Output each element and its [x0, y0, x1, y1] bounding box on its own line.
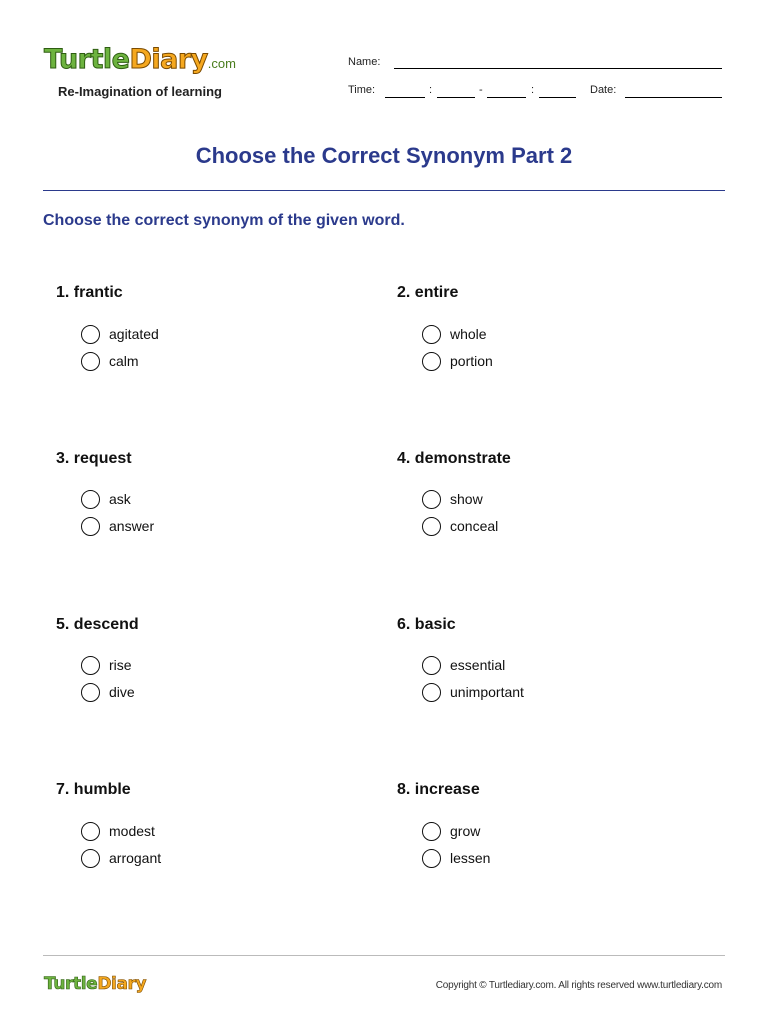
copyright-text: Copyright © Turtlediary.com. All rights reserved www.turtlediary.com: [435, 980, 722, 991]
option-label: dive: [109, 684, 135, 700]
question-7: [56, 781, 356, 866]
radio-button[interactable]: [81, 822, 100, 841]
answer-option[interactable]: [81, 821, 155, 841]
answer-option[interactable]: [81, 324, 159, 344]
answer-option[interactable]: [81, 655, 132, 675]
question-label: 6. basic: [397, 616, 456, 633]
time-end-hour-field[interactable]: [487, 97, 526, 98]
question-6: [397, 616, 697, 700]
date-field[interactable]: [625, 97, 722, 98]
question-label: 8. increase: [397, 781, 480, 798]
answer-option[interactable]: [81, 516, 154, 536]
logo-suffix: .com: [207, 56, 236, 71]
question-label: 2. entire: [397, 284, 459, 301]
footer-logo-part1: Turtle: [44, 974, 98, 994]
option-label: modest: [109, 823, 155, 839]
option-label: grow: [450, 823, 481, 839]
turtlediary-logo: [44, 46, 236, 73]
option-label: agitated: [109, 326, 159, 342]
question-label: 4. demonstrate: [397, 450, 511, 467]
option-label: rise: [109, 657, 132, 673]
radio-button[interactable]: [422, 822, 441, 841]
option-label: ask: [109, 491, 131, 507]
date-label: Date:: [590, 84, 617, 96]
question-label: 1. frantic: [56, 284, 123, 301]
title-divider: [43, 190, 725, 191]
time-minute-field[interactable]: [437, 97, 475, 98]
option-label: calm: [109, 353, 139, 369]
time-end-minute-field[interactable]: [539, 97, 576, 98]
radio-button[interactable]: [81, 517, 100, 536]
answer-option[interactable]: [81, 848, 161, 868]
option-label: arrogant: [109, 850, 162, 866]
question-2: [397, 284, 697, 369]
answer-option[interactable]: [422, 655, 505, 675]
answer-option[interactable]: [422, 489, 483, 509]
option-label: portion: [450, 353, 493, 369]
question-3: [56, 450, 356, 534]
answer-option[interactable]: [81, 682, 135, 702]
radio-button[interactable]: [81, 325, 100, 344]
radio-button[interactable]: [422, 325, 441, 344]
radio-button[interactable]: [81, 849, 100, 868]
answer-option[interactable]: [422, 351, 493, 371]
time-separator: :: [531, 84, 535, 96]
radio-button[interactable]: [422, 517, 441, 536]
radio-button[interactable]: [422, 656, 441, 675]
tagline: Re-Imagination of learning: [58, 84, 222, 99]
footer-divider: [43, 955, 725, 956]
option-label: whole: [450, 326, 487, 342]
answer-option[interactable]: [81, 489, 131, 509]
question-label: 5. descend: [56, 616, 139, 633]
radio-button[interactable]: [422, 490, 441, 509]
radio-button[interactable]: [81, 683, 100, 702]
instruction: Choose the correct synonym of the given word.: [43, 212, 405, 229]
footer-logo: [44, 974, 146, 994]
answer-option[interactable]: [422, 682, 524, 702]
option-label: essential: [450, 657, 506, 673]
time-separator: :: [429, 84, 433, 96]
question-8: [397, 781, 697, 866]
radio-button[interactable]: [422, 683, 441, 702]
question-label: 7. humble: [56, 781, 131, 798]
answer-option[interactable]: [422, 848, 490, 868]
name-label: Name:: [348, 56, 381, 68]
page-title: Choose the Correct Synonym Part 2: [195, 143, 573, 168]
time-hour-field[interactable]: [385, 97, 425, 98]
logo-part1: Turtle: [44, 44, 130, 75]
option-label: show: [450, 491, 483, 507]
logo-wordmark: [44, 44, 236, 75]
radio-button[interactable]: [81, 656, 100, 675]
option-label: answer: [109, 518, 155, 534]
radio-button[interactable]: [422, 849, 441, 868]
question-4: [397, 450, 697, 534]
question-1: [56, 284, 356, 369]
radio-button[interactable]: [81, 352, 100, 371]
logo-part2: Diary: [129, 44, 208, 75]
question-5: [56, 616, 356, 700]
answer-option[interactable]: [422, 324, 487, 344]
option-label: unimportant: [450, 684, 524, 700]
time-separator: -: [479, 84, 483, 96]
answer-option[interactable]: [422, 821, 480, 841]
time-label: Time:: [348, 84, 376, 96]
footer-logo-part2: Diary: [97, 974, 147, 994]
option-label: lessen: [450, 850, 491, 866]
question-label: 3. request: [56, 450, 132, 467]
radio-button[interactable]: [81, 490, 100, 509]
option-label: conceal: [450, 518, 499, 534]
answer-option[interactable]: [81, 351, 139, 371]
name-field[interactable]: [394, 68, 722, 69]
radio-button[interactable]: [422, 352, 441, 371]
answer-option[interactable]: [422, 516, 498, 536]
